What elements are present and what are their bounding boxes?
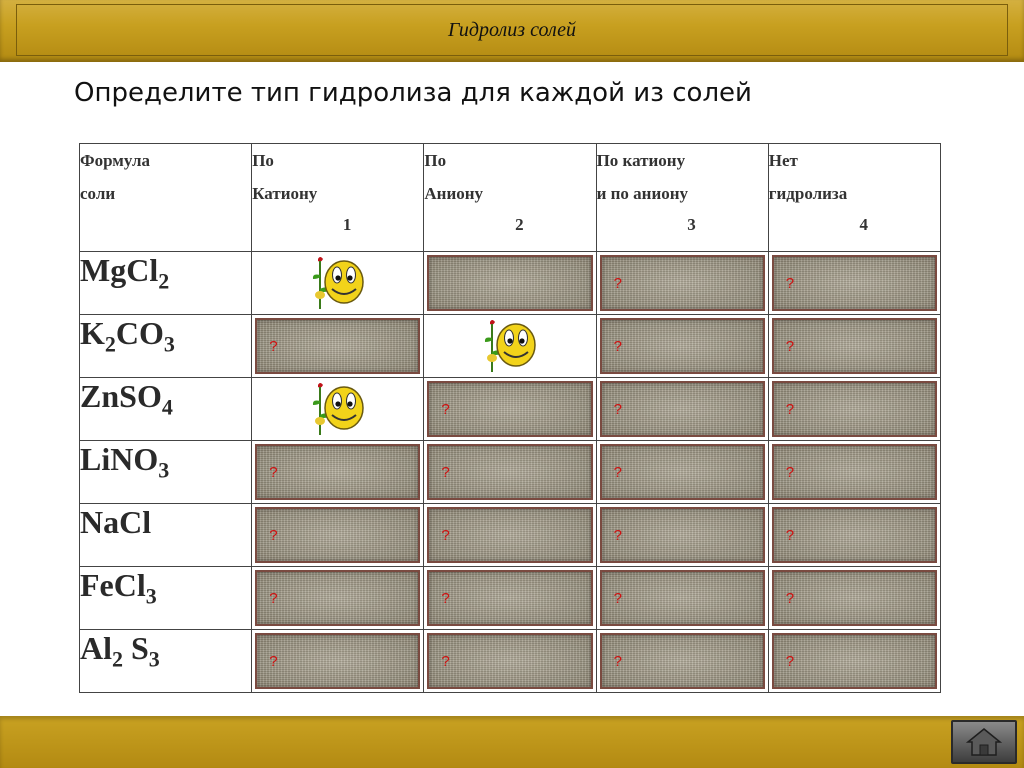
answer-cell bbox=[424, 441, 596, 504]
header-line: Аниону bbox=[424, 184, 484, 203]
table-row bbox=[80, 567, 941, 630]
answer-cell bbox=[596, 441, 768, 504]
formula-subscript: 2 bbox=[104, 331, 116, 357]
answer-cell bbox=[768, 378, 940, 441]
answer-cover-button[interactable] bbox=[600, 444, 765, 500]
question-mark: ? bbox=[613, 275, 622, 292]
question-mark: ? bbox=[441, 590, 450, 607]
table-row bbox=[80, 504, 941, 567]
formula-text: K bbox=[80, 315, 105, 351]
answer-cover-button[interactable] bbox=[772, 381, 937, 437]
answer-cell bbox=[424, 378, 596, 441]
answer-cell-revealed bbox=[252, 252, 424, 315]
answer-cell-revealed bbox=[424, 315, 596, 378]
answer-cell bbox=[424, 504, 596, 567]
question-mark: ? bbox=[785, 590, 795, 607]
answer-cell bbox=[424, 567, 596, 630]
question-mark: ? bbox=[785, 275, 795, 292]
header-line: и по аниону bbox=[596, 184, 689, 203]
answer-cell bbox=[252, 441, 424, 504]
answer-cell bbox=[768, 252, 940, 315]
answer-cover-button[interactable] bbox=[427, 381, 592, 437]
question-mark: ? bbox=[441, 527, 450, 544]
header-line: Формула bbox=[80, 151, 150, 170]
answer-cell bbox=[768, 504, 940, 567]
question-mark: ? bbox=[613, 464, 622, 481]
answer-cell bbox=[596, 315, 768, 378]
answer-cell bbox=[596, 378, 768, 441]
question-mark: ? bbox=[269, 527, 278, 544]
answer-cover-button[interactable] bbox=[772, 318, 937, 374]
answer-cover-button[interactable] bbox=[427, 570, 592, 626]
top-bar bbox=[0, 0, 1024, 62]
bottom-bar bbox=[0, 716, 1024, 768]
question-mark: ? bbox=[785, 401, 795, 418]
answer-cover-button[interactable] bbox=[255, 507, 420, 563]
column-header bbox=[424, 144, 596, 252]
table-row bbox=[80, 441, 941, 504]
formula-text: Cl bbox=[126, 252, 159, 288]
formula-text: LiNO bbox=[80, 441, 159, 477]
column-header bbox=[252, 144, 424, 252]
smiley-with-rose-icon bbox=[308, 255, 368, 311]
question-mark: ? bbox=[441, 653, 450, 670]
question-mark: ? bbox=[785, 527, 795, 544]
answer-cell bbox=[596, 567, 768, 630]
header-line: Катиону bbox=[252, 184, 318, 203]
question-mark: ? bbox=[269, 590, 278, 607]
answer-cell-revealed bbox=[252, 378, 424, 441]
formula-text: CO bbox=[115, 315, 164, 351]
home-icon bbox=[966, 727, 1002, 757]
answer-cover-button[interactable] bbox=[600, 633, 765, 689]
smiley-with-rose-icon bbox=[480, 318, 540, 374]
answer-cell bbox=[596, 630, 768, 693]
slide-title: Гидролиз солей bbox=[447, 18, 577, 41]
question-mark: ? bbox=[785, 653, 795, 670]
answer-cover-button[interactable] bbox=[772, 444, 937, 500]
title-box bbox=[16, 4, 1008, 56]
answer-cell bbox=[424, 630, 596, 693]
column-number: 1 bbox=[342, 215, 352, 234]
answer-cell bbox=[252, 630, 424, 693]
formula-text: S bbox=[123, 630, 149, 666]
formula-text: Al bbox=[80, 630, 112, 666]
answer-cover-button[interactable] bbox=[255, 444, 420, 500]
answer-cover-button[interactable] bbox=[255, 318, 420, 374]
formula-subscript: 3 bbox=[145, 583, 157, 609]
slide-heading: Определите тип гидролиза для каждой из солей bbox=[74, 78, 752, 108]
answer-cell bbox=[252, 567, 424, 630]
formula-subscript: 2 bbox=[158, 268, 170, 294]
smiley-with-rose-icon bbox=[308, 381, 368, 437]
answer-cover-button[interactable] bbox=[600, 507, 765, 563]
question-mark: ? bbox=[613, 527, 622, 544]
salt-formula bbox=[80, 567, 252, 630]
question-mark: ? bbox=[785, 464, 795, 481]
formula-subscript: 4 bbox=[161, 394, 173, 420]
formula-text: NaCl bbox=[80, 504, 152, 540]
salt-formula bbox=[80, 252, 252, 315]
table-row bbox=[80, 315, 941, 378]
header-row bbox=[80, 144, 941, 252]
answer-cover-button[interactable] bbox=[772, 633, 937, 689]
answer-cover-button[interactable] bbox=[427, 507, 592, 563]
header-line: соли bbox=[80, 184, 116, 203]
answer-cover-button[interactable] bbox=[600, 381, 765, 437]
hydrolysis-table bbox=[79, 143, 941, 693]
column-number: 3 bbox=[687, 215, 696, 234]
header-line: По катиону bbox=[596, 151, 686, 170]
column-header bbox=[596, 144, 768, 252]
home-button[interactable] bbox=[951, 720, 1017, 764]
table-row bbox=[80, 630, 941, 693]
header-line: гидролиза bbox=[768, 184, 848, 203]
formula-subscript: 3 bbox=[148, 646, 160, 672]
table-row bbox=[80, 378, 941, 441]
answer-cover-button[interactable] bbox=[600, 255, 765, 311]
column-number: 2 bbox=[515, 215, 524, 234]
answer-cover-button[interactable] bbox=[772, 570, 937, 626]
header-line: По bbox=[424, 151, 447, 170]
table-body bbox=[80, 252, 941, 693]
answer-cell bbox=[596, 252, 768, 315]
question-mark: ? bbox=[613, 653, 622, 670]
question-mark: ? bbox=[441, 401, 450, 418]
table-row bbox=[80, 252, 941, 315]
formula-subscript: 2 bbox=[112, 646, 123, 672]
answer-cell bbox=[252, 315, 424, 378]
question-mark: ? bbox=[613, 401, 622, 418]
column-number: 4 bbox=[859, 215, 868, 234]
answer-cover-button[interactable] bbox=[427, 255, 592, 311]
formula-text: ZnSO bbox=[80, 378, 162, 414]
header-line: Нет bbox=[768, 151, 798, 170]
answer-cell bbox=[768, 630, 940, 693]
question-mark: ? bbox=[269, 338, 278, 355]
answer-cell bbox=[768, 441, 940, 504]
salt-formula bbox=[80, 441, 252, 504]
salt-formula bbox=[80, 504, 252, 567]
header-line: По bbox=[252, 151, 274, 170]
answer-cell bbox=[768, 567, 940, 630]
column-header bbox=[768, 144, 940, 252]
formula-subscript: 3 bbox=[158, 457, 170, 483]
answer-cover-button[interactable] bbox=[427, 444, 592, 500]
answer-cell bbox=[596, 504, 768, 567]
answer-cover-button[interactable] bbox=[255, 570, 420, 626]
answer-cell bbox=[424, 252, 596, 315]
answer-cover-button[interactable] bbox=[600, 318, 765, 374]
question-mark: ? bbox=[269, 464, 278, 481]
formula-subscript: 3 bbox=[163, 331, 175, 357]
question-mark: ? bbox=[269, 653, 278, 670]
salt-formula bbox=[80, 630, 252, 693]
formula-text: FeCl bbox=[80, 567, 146, 603]
column-header bbox=[80, 144, 252, 252]
question-mark: ? bbox=[441, 464, 450, 481]
question-mark: ? bbox=[613, 590, 622, 607]
salt-formula bbox=[80, 378, 252, 441]
answer-cell bbox=[252, 504, 424, 567]
answer-cover-button[interactable] bbox=[772, 255, 937, 311]
answer-cell bbox=[768, 315, 940, 378]
question-mark: ? bbox=[613, 338, 622, 355]
answer-cover-button[interactable] bbox=[427, 633, 592, 689]
answer-cover-button[interactable] bbox=[600, 570, 765, 626]
answer-cover-button[interactable] bbox=[255, 633, 420, 689]
answer-cover-button[interactable] bbox=[772, 507, 937, 563]
salt-formula bbox=[80, 315, 252, 378]
formula-text: Mg bbox=[80, 252, 127, 288]
question-mark: ? bbox=[785, 338, 795, 355]
